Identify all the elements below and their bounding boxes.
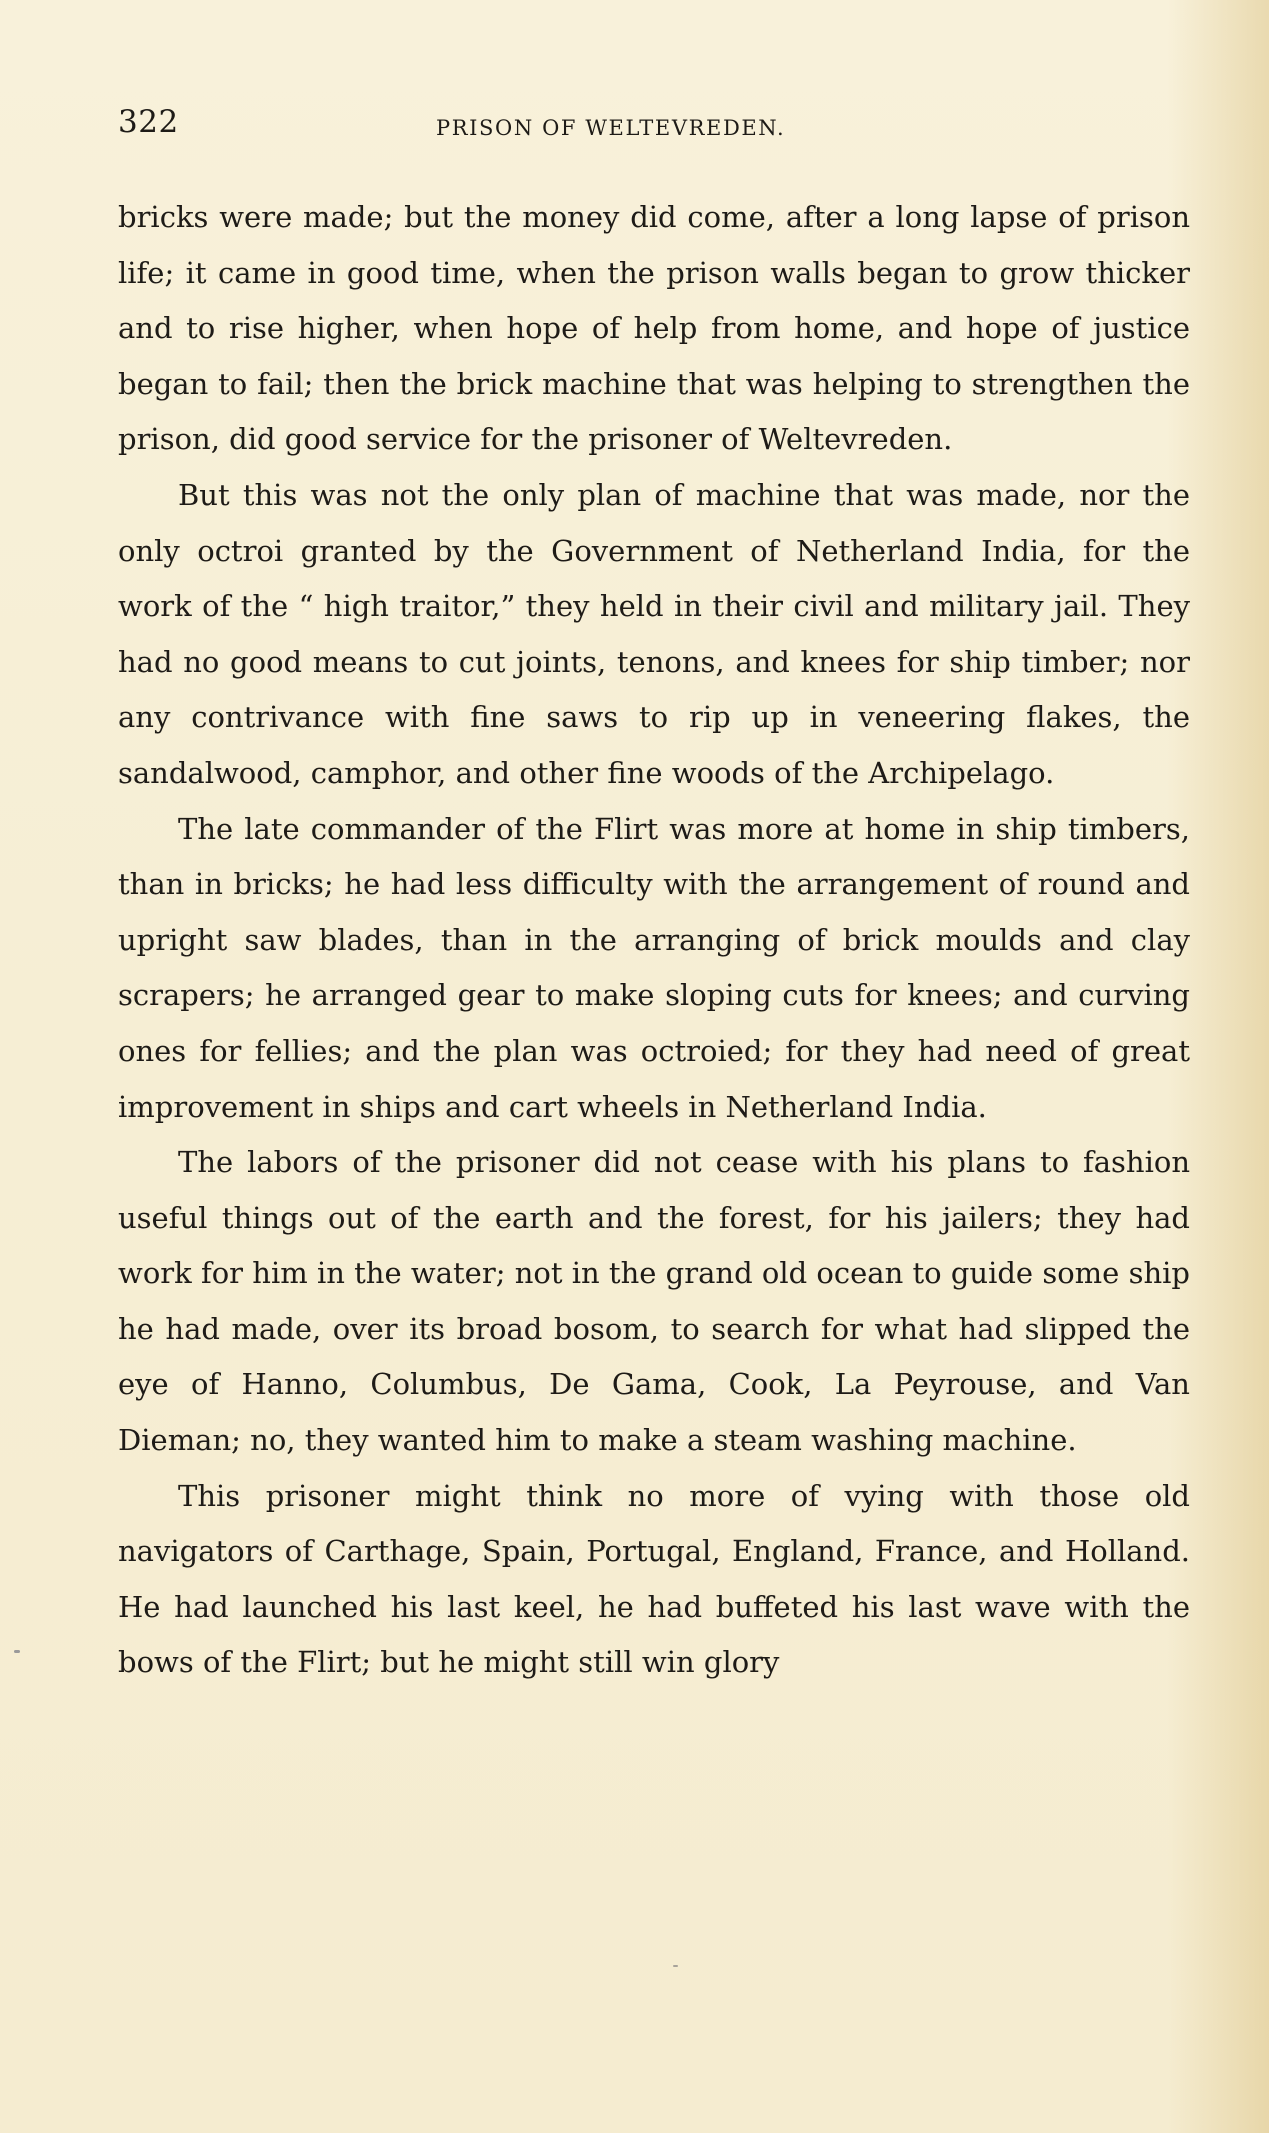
paragraph-continuation: bricks were made; but the money did come, after a long lapse of prison life; it came in good time, when the prison walls began to grow thicker and to rise higher, when hope of help from home, and hope of justice began to fail; then the brick machine that was helping to strengthen the prison, did good service for the prisoner of Weltevreden. <box>118 200 1190 457</box>
paper-speck <box>673 1965 678 1967</box>
body-text <box>118 190 1190 1691</box>
paragraph: This prisoner might think no more of vying with those old navigators of Carthage, Spain, Portugal, England, France, and Holland. He had launched his last keel, he had buffeted his last wave with the bows of the Flirt; but he might still win glory <box>118 1478 1190 1680</box>
paragraph: The late commander of the Flirt was more at home in ship timbers, than in bricks; he had less difficulty with the arrangement of round and upright saw blades, than in the arranging of brick moulds and clay scrapers; he arranged gear to make sloping cuts for knees; and curving ones for fellies; and the plan was octroied; for they had need of great improvement in ships and cart wheels in Netherland India. <box>118 811 1190 1124</box>
paper-speck <box>14 1650 20 1653</box>
running-head: PRISON OF WELTEVREDEN. <box>436 116 786 140</box>
page-header <box>118 102 1190 152</box>
paragraph: The labors of the prisoner did not cease with his plans to fashion useful things out of the earth and the forest, for his jailers; they had work for him in the water; not in the grand old ocean to guide some ship he had made, over its broad bosom, to search for what had slipped the eye of Hanno, Columbus, De Gama, Cook, La Peyrouse, and Van Dieman; no, they wanted him to make a steam washing machine. <box>118 1145 1190 1458</box>
paragraph: But this was not the only plan of machine that was made, nor the only octroi granted by the Government of Netherland India, for the work of the “ high traitor,” they held in their civil and military jail. They had no good means to cut joints, tenons, and knees for ship timber; nor any contrivance with fine saws to rip up in veneering flakes, the sandalwood, camphor, and other fine woods of the Archipelago. <box>118 477 1190 790</box>
page-number: 322 <box>118 104 179 140</box>
